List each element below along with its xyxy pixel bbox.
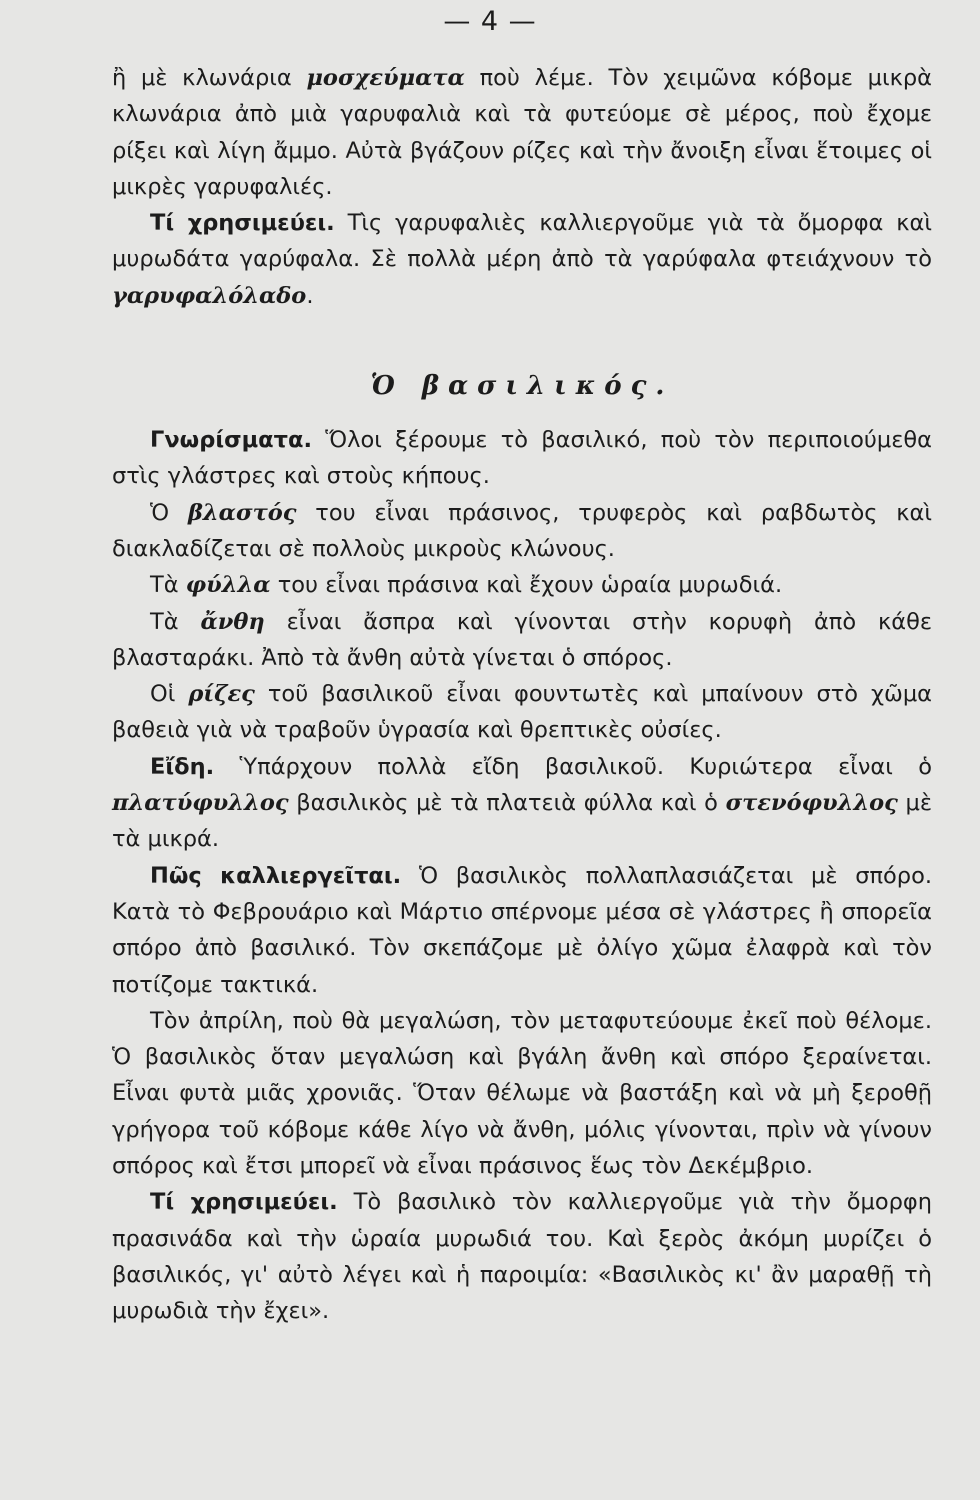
paragraph-cultivation bbox=[112, 858, 932, 1003]
text: Ὅλοι ξέρουμε τὸ βασιλικό, ποὺ τὸν περιποιούμεθα στὶς γλάστρες καὶ στοὺς κήπους. bbox=[112, 427, 932, 490]
paragraph-stem bbox=[112, 495, 932, 568]
paragraph-flowers bbox=[112, 604, 932, 677]
paragraph-transplanting bbox=[112, 1003, 932, 1184]
paragraph-basil-uses bbox=[112, 1184, 932, 1329]
paragraph-propagation bbox=[112, 60, 932, 205]
emphasis-term: γαρυφαλόλαδο bbox=[112, 282, 307, 309]
page-body bbox=[112, 60, 932, 1330]
paragraph-leaves bbox=[112, 567, 932, 603]
text: Τὸν ἀπρίλη, ποὺ θὰ μεγαλώση, τὸν μεταφυτεύουμε ἐκεῖ ποὺ θέλομε. Ὁ βασιλικὸς ὅταν μεγαλώση καὶ βγάλη ἄνθη καὶ σπόρο ξεραίνεται. Εἶναι φυτὰ μιᾶς χρονιᾶς. Ὅταν θέλωμε νὰ βαστάξη καὶ νὰ μὴ ξεροθῇ γρήγορα τοῦ κόβομε κάθε λίγο νὰ ἄνθη, μόλις γίνονται, πρὶν νὰ γίνουν σπόρος καὶ ἔτσι μπορεῖ νὰ εἶναι πράσινος ἕως τὸν Δεκέμβριο. bbox=[112, 1007, 932, 1180]
text: τοῦ βασιλικοῦ εἶναι φουντωτὲς καὶ μπαίνουν στὸ χῶμα βαθειὰ γιὰ νὰ τραβοῦν ὑγρασία καὶ θρεπτικὲς οὐσίες. bbox=[112, 681, 932, 744]
text: εἶναι ἄσπρα καὶ γίνονται στὴν κορυφὴ ἀπὸ κάθε βλασταράκι. Ἀπὸ τὰ ἄνθη αὐτὰ γίνεται ὁ σπόρος. bbox=[112, 608, 933, 671]
text: ποὺ λέμε. Τὸν χειμῶνα κόβομε μικρὰ κλωνάρια ἀπὸ μιὰ γαρυφαλιὰ καὶ τὰ φυτεύομε σὲ μέρος, ποὺ ἔχομε ρίξει καὶ λίγη ἄμμο. Αὐτὰ βγάζουν ρίζες καὶ τὴν ἄνοιξη εἶναι ἕτοιμες οἱ μικρὲς γαρυφαλιές. bbox=[112, 65, 932, 200]
text: . bbox=[306, 282, 314, 309]
paragraph-roots bbox=[112, 676, 932, 749]
section-heading: Τί χρησιμεύει. bbox=[150, 210, 335, 237]
emphasis-term: πλατύφυλλος bbox=[112, 790, 289, 817]
spacer bbox=[112, 314, 932, 350]
chapter-title: Ὁ βασιλικός. bbox=[370, 371, 674, 402]
page-number: — 4 — bbox=[443, 6, 537, 37]
emphasis-term: μοσχεύματα bbox=[306, 65, 465, 91]
text: Τὰ bbox=[150, 572, 186, 599]
text: Τὸ βασιλικὸ τὸν καλλιεργοῦμε γιὰ τὴν ὄμορφη πρασινάδα καὶ τὴν ὡραία μυρωδιά του. Καὶ ξερὸς ἀκόμη μυρίζει ὁ βασιλικός, γι' αὐτὸ λέγει καὶ ἡ παροιμία: «Βασιλικὸς κι' ἂν μαραθῇ τὴ μυρωδιὰ τὴν ἔχει». bbox=[112, 1189, 932, 1325]
emphasis-term: βλαστός bbox=[187, 499, 297, 526]
section-heading: Γνωρίσματα. bbox=[150, 427, 312, 454]
section-heading: Εἴδη. bbox=[150, 753, 215, 780]
text: Ὑπάρχουν πολλὰ εἴδη βασιλικοῦ. Κυριώτερα εἶναι ὁ bbox=[214, 753, 932, 780]
text: Οἱ bbox=[150, 681, 189, 708]
text: ἢ μὲ κλωνάρια bbox=[112, 65, 307, 91]
emphasis-term: στενόφυλλος bbox=[725, 790, 898, 817]
section-heading: Πῶς καλλιεργεῖται. bbox=[150, 862, 402, 889]
text: Τὰ bbox=[150, 608, 201, 635]
text: του εἶναι πράσινα καὶ ἔχουν ὡραία μυρωδιά. bbox=[270, 572, 783, 599]
emphasis-term: ρίζες bbox=[188, 681, 255, 708]
text: Ὁ βασιλικὸς πολλαπλασιάζεται μὲ σπόρο. Κατὰ τὸ Φεβρουάριο καὶ Μάρτιο σπέρνομε μέσα σὲ γλάστρες ἢ σπορεῖα σπόρο ἀπὸ βασιλικό. Τὸν σκεπάζομε μὲ ὀλίγο χῶμα ἐλαφρὰ καὶ τὸν ποτίζομε τακτικά. bbox=[112, 862, 933, 998]
paragraph-species bbox=[112, 749, 932, 858]
text: μὲ τὰ μικρά. bbox=[112, 790, 932, 853]
paragraph-carnation-uses bbox=[112, 205, 932, 314]
text: βασιλικὸς μὲ τὰ πλατειὰ φύλλα καὶ ὁ bbox=[288, 790, 726, 817]
emphasis-term: ἄνθη bbox=[200, 608, 265, 635]
text: Τὶς γαρυφαλιὲς καλλιεργοῦμε γιὰ τὰ ὄμορφα καὶ μυρωδάτα γαρύφαλα. Σὲ πολλὰ μέρη ἀπὸ τὰ γαρύφαλα φτειάχνουν τὸ bbox=[112, 210, 932, 273]
text: του εἶναι πράσινος, τρυφερὸς καὶ ραβδωτὸς καὶ διακλαδίζεται σὲ πολλοὺς μικροὺς κλώνους. bbox=[112, 499, 932, 562]
section-heading: Τί χρησιμεύει. bbox=[150, 1189, 338, 1216]
text: Ὁ bbox=[150, 499, 188, 526]
emphasis-term: φύλλα bbox=[185, 572, 271, 599]
paragraph-features bbox=[112, 422, 932, 495]
